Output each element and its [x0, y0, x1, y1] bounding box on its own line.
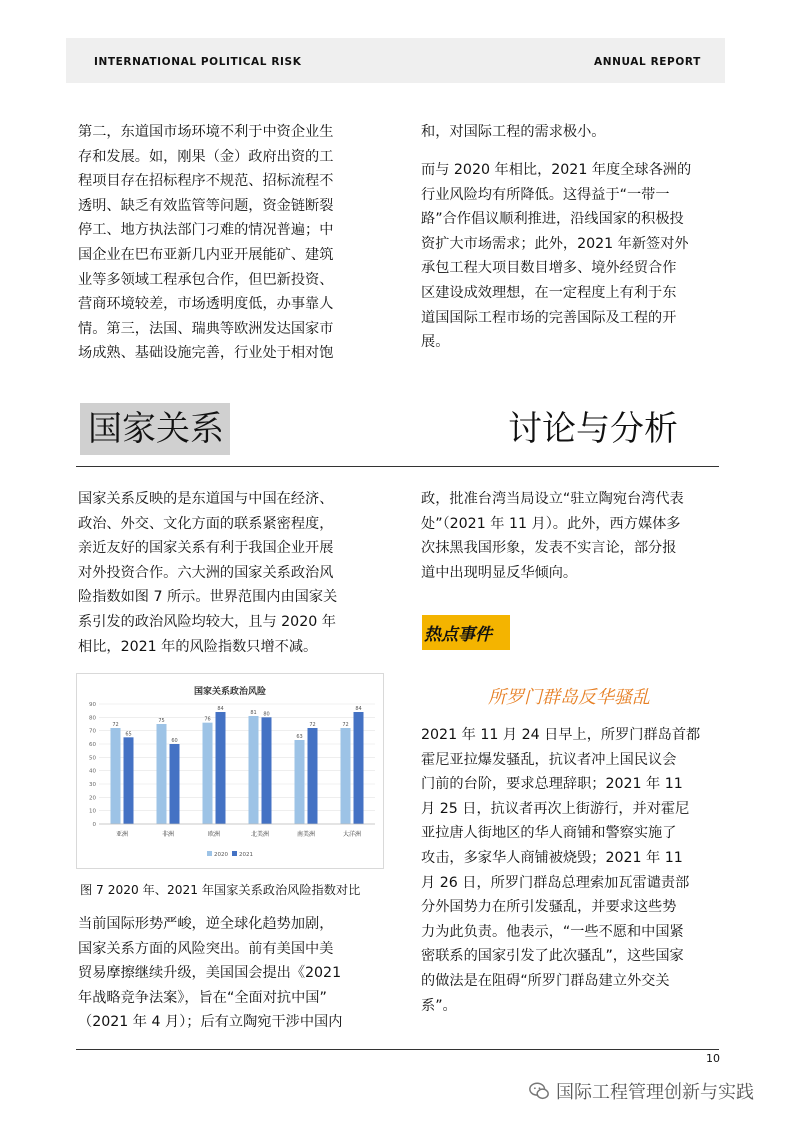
event-title: 所罗门群岛反华骚乱	[488, 687, 650, 708]
header-left-title: INTERNATIONAL POLITICAL RISK	[94, 56, 302, 68]
data-label: 60	[171, 738, 178, 744]
text-line: 系引发的政治风险均较大，且与 2020 年	[78, 613, 336, 630]
bar-2021-5	[354, 712, 364, 824]
mid-right-paragraph	[421, 487, 721, 585]
text-line: 年战略竞争法案》，旨在“全面对抗中国”	[78, 989, 327, 1006]
text-line: 霍尼亚拉爆发骚乱，抗议者冲上国民议会	[421, 751, 677, 768]
data-label: 76	[204, 716, 211, 723]
data-label: 84	[355, 706, 362, 712]
bar-2020-2	[203, 723, 213, 824]
x-tick-label: 北美洲	[250, 831, 270, 838]
header-right-title: ANNUAL REPORT	[594, 56, 701, 68]
text-line: 处”（2021 年 11 月）。此外，西方媒体多	[421, 515, 681, 532]
text-line: （2021 年 4 月）；后有立陶宛干涉中国内	[78, 1014, 343, 1031]
text-line: 当前国际形势严峻，逆全球化趋势加剧，	[78, 916, 334, 932]
text-line: 而与 2020 年相比，2021 年度全球各洲的	[421, 162, 692, 178]
text-line: 行业风险均有所降低。这得益于“一带一	[421, 186, 670, 203]
legend-swatch-2021	[232, 851, 237, 856]
data-label: 75	[158, 718, 165, 724]
y-tick-label: 60	[89, 742, 96, 748]
bar-2020-0	[111, 728, 121, 824]
y-tick-label: 70	[89, 728, 96, 735]
section-divider	[76, 466, 719, 467]
text-line: 场成熟、基础设施完善，行业处于相对饱	[78, 345, 334, 362]
footer-divider	[76, 1049, 719, 1050]
text-line: 国企业在巴布亚新几内亚开展能矿、建筑	[78, 246, 334, 263]
x-tick-label: 南美洲	[296, 831, 316, 838]
text-line: 力为此负责。他表示，“一些不愿和中国紧	[421, 923, 684, 940]
text-line: 次抹黑我国形象，发表不实言论，部分报	[421, 540, 677, 557]
x-tick-label: 非洲	[161, 831, 175, 838]
text-line: 道中出现明显反华倾向。	[421, 564, 578, 581]
text-line: 营商环境较差，市场透明度低，办事靠人	[78, 296, 334, 313]
text-line: 密联系的国家引发了此次骚乱”，这些国家	[421, 948, 684, 965]
section-title-left: 国家关系	[88, 409, 224, 449]
text-line: 业等多领域工程承包合作，但巴新投资、	[78, 271, 334, 288]
text-line: 分外国势力在所引发骚乱，并要求这些势	[421, 899, 677, 916]
top-right-paragraph	[421, 158, 721, 355]
top-right-first-line: 和，对国际工程的需求极小。	[421, 124, 606, 140]
data-label: 81	[250, 710, 257, 716]
bar-2021-4	[308, 728, 318, 824]
text-line: 2021 年 11 月 24 日早上，所罗门群岛首都	[421, 727, 701, 743]
text-line: 相比，2021 年的风险指数只增不减。	[78, 638, 318, 655]
legend-swatch-2020	[207, 851, 212, 856]
text-line: 情。第三，法国、瑞典等欧洲发达国家市	[78, 320, 334, 337]
text-line: 系”。	[421, 997, 457, 1014]
top-left-paragraph	[78, 120, 378, 366]
text-line: 贸易摩擦继续升级，美国国会提出《2021	[78, 965, 342, 982]
y-tick-label: 80	[89, 715, 96, 722]
y-tick-label: 20	[89, 795, 96, 802]
text-line: 的做法是在阻碍“所罗门群岛建立外交关	[421, 972, 670, 989]
bar-2021-1	[170, 744, 180, 824]
bottom-left-paragraph	[78, 912, 378, 1035]
text-line: 险指数如图 7 所示。世界范围内由国家关	[78, 589, 338, 606]
data-label: 72	[309, 722, 316, 728]
section-title-right: 讨论与分析	[508, 409, 678, 449]
text-line: 展。	[421, 334, 450, 351]
watermark-text: 国际工程管理创新与实践	[556, 1082, 754, 1103]
data-label: 65	[125, 731, 132, 738]
bar-2020-4	[295, 740, 305, 824]
x-tick-label: 欧洲	[207, 831, 221, 838]
data-label: 63	[296, 734, 303, 740]
text-line: 国家关系反映的是东道国与中国在经济、	[78, 491, 334, 507]
data-label: 80	[263, 711, 270, 718]
event-paragraph	[421, 723, 721, 1018]
legend-label-2020: 2020	[214, 852, 228, 858]
bar-chart	[77, 674, 383, 868]
y-tick-label: 30	[89, 782, 96, 788]
bar-2020-1	[157, 724, 167, 824]
y-tick-label: 50	[89, 755, 96, 762]
hot-event-label: 热点事件	[424, 625, 492, 645]
y-tick-label: 40	[89, 768, 96, 775]
text-line: 门前的台阶，要求总理辞职；2021 年 11	[421, 776, 683, 793]
text-line: 资扩大市场需求；此外，2021 年新签对外	[421, 235, 689, 252]
y-tick-label: 90	[89, 702, 96, 708]
text-line: 攻击，多家华人商铺被烧毁；2021 年 11	[421, 849, 683, 866]
text-line: 程项目存在招标程序不规范、招标流程不	[78, 173, 334, 190]
text-line: 政治、外交、文化方面的联系紧密程度，	[78, 515, 334, 532]
text-line: 亚拉唐人街地区的华人商铺和警察实施了	[421, 825, 677, 842]
page-number: 10	[706, 1052, 720, 1065]
chart-title: 国家关系政治风险	[193, 687, 267, 697]
text-line: 停工、地方执法部门刁难的情况普遍；中	[78, 222, 334, 239]
bar-2020-5	[341, 728, 351, 824]
text-line: 国家关系方面的风险突出。前有美国中美	[78, 940, 334, 957]
x-tick-label: 亚洲	[115, 831, 129, 838]
text-line: 存和发展。如，刚果（金）政府出资的工	[78, 148, 334, 165]
figure-caption: 图 7 2020 年、2021 年国家关系政治风险指数对比	[80, 883, 361, 897]
data-label: 84	[217, 706, 224, 712]
text-line: 亲近友好的国家关系有利于我国企业开展	[78, 540, 334, 557]
bar-2020-3	[249, 716, 259, 824]
bar-2021-3	[262, 717, 272, 824]
text-line: 月 26 日，所罗门群岛总理索加瓦雷谴责部	[421, 874, 690, 891]
data-label: 72	[342, 722, 349, 728]
text-line: 政，批准台湾当局设立“驻立陶宛台湾代表	[421, 491, 684, 507]
text-line: 承包工程大项目数目增多、境外经贸合作	[421, 260, 677, 277]
text-line: 月 25 日，抗议者再次上街游行，并对霍尼	[421, 800, 690, 817]
text-line: 对外投资合作。六大洲的国家关系政治风	[78, 564, 334, 581]
text-line: 路”合作倡议顺利推进，沿线国家的积极投	[421, 211, 684, 228]
text-line: 道国国际工程市场的完善国际及工程的开	[421, 309, 677, 326]
bar-2021-2	[216, 712, 226, 824]
legend-label-2021: 2021	[239, 852, 253, 858]
text-line: 第二，东道国市场环境不利于中资企业生	[78, 124, 334, 140]
chart-frame	[76, 673, 384, 869]
text-line: 透明、缺乏有效监管等问题，资金链断裂	[78, 197, 334, 214]
text-line: 区建设成效理想，在一定程度上有利于东	[421, 284, 677, 301]
y-tick-label: 0	[92, 822, 96, 828]
data-label: 72	[112, 722, 119, 728]
y-tick-label: 10	[89, 808, 96, 815]
x-tick-label: 大洋洲	[342, 831, 362, 838]
mid-left-paragraph	[78, 487, 378, 659]
wechat-icon	[528, 1080, 550, 1102]
bar-2021-0	[124, 737, 134, 824]
